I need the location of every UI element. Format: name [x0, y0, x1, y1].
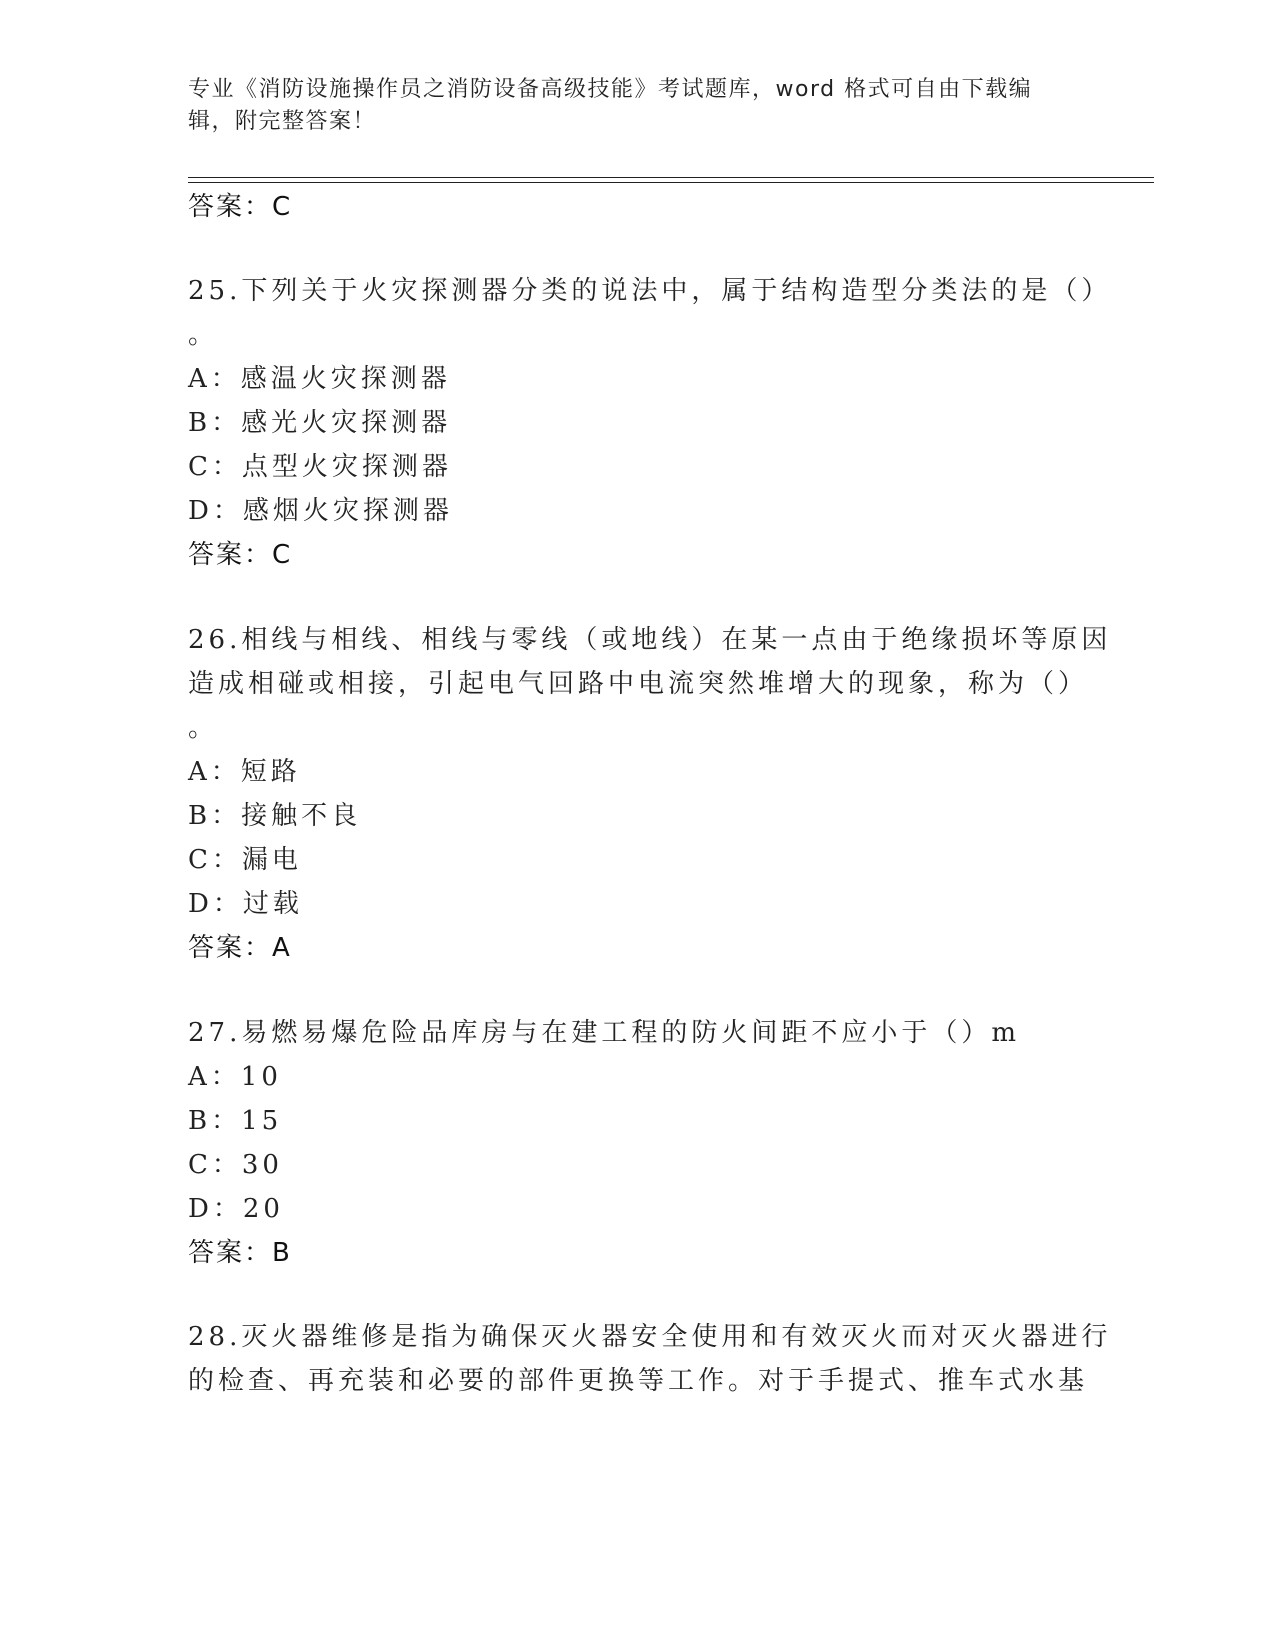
question-26-line-3: 。 — [188, 713, 219, 743]
header-line-2: 辑，附完整答案！ — [188, 109, 377, 134]
header-rule-top — [188, 177, 1154, 178]
question-26-option-b: B：接触不良 — [188, 801, 362, 831]
question-27-option-d: D：20 — [188, 1194, 284, 1224]
question-25-line-2: 。 — [188, 320, 219, 350]
question-28-line-1: 28.灭火器维修是指为确保灭火器安全使用和有效灭火而对灭火器进行 — [188, 1322, 1112, 1352]
header-rule-bottom — [188, 182, 1154, 183]
answer-27: 答案：B — [188, 1238, 292, 1268]
question-25-option-b: B：感光火灾探测器 — [188, 408, 452, 438]
document-header — [188, 74, 1088, 138]
question-27-option-c: C：30 — [188, 1150, 283, 1180]
question-26-option-d: D：过载 — [188, 889, 303, 919]
question-27-option-a: A：10 — [188, 1062, 282, 1092]
question-25-line-1: 25.下列关于火灾探测器分类的说法中，属于结构造型分类法的是（） — [188, 276, 1112, 306]
question-25-option-a: A：感温火灾探测器 — [188, 364, 451, 394]
question-26-line-2: 造成相碰或相接，引起电气回路中电流突然堆增大的现象，称为（） — [188, 669, 1089, 699]
answer-25: 答案：C — [188, 540, 293, 570]
question-26-line-1: 26.相线与相线、相线与零线（或地线）在某一点由于绝缘损坏等原因 — [188, 625, 1112, 655]
question-28-line-2: 的检查、再充装和必要的部件更换等工作。对于手提式、推车式水基 — [188, 1366, 1089, 1396]
answer-26: 答案：A — [188, 933, 292, 963]
answer-24: 答案：C — [188, 192, 293, 222]
question-26-option-a: A：短路 — [188, 757, 301, 787]
question-27-option-b: B：15 — [188, 1106, 283, 1136]
question-25-option-d: D：感烟火灾探测器 — [188, 496, 453, 526]
header-line-1: 专业《消防设施操作员之消防设备高级技能》考试题库，word 格式可自由下载编 — [188, 77, 1033, 102]
question-26-option-c: C：漏电 — [188, 845, 302, 875]
question-27-line-1: 27.易燃易爆危险品库房与在建工程的防火间距不应小于（）m — [188, 1018, 1021, 1048]
question-25-option-c: C：点型火灾探测器 — [188, 452, 452, 482]
